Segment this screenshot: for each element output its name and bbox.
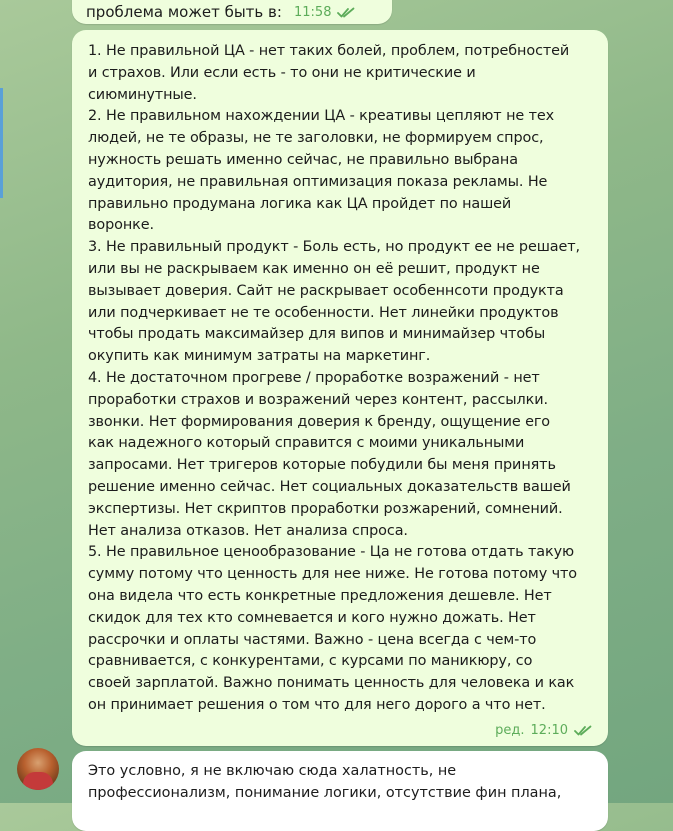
message-text: Это условно, я не включаю сюда халатность, не профессионализм, понимание логики, отсутствие фин плана,: [88, 763, 562, 801]
message-bubble-incoming[interactable]: [72, 751, 608, 831]
message-meta: [294, 5, 355, 20]
message-text: проблема может быть в:: [86, 3, 282, 21]
message-time: 11:58: [294, 5, 332, 20]
user-avatar[interactable]: [17, 748, 59, 790]
double-check-icon: [574, 725, 592, 736]
double-check-icon: [337, 7, 355, 18]
edited-label: ред.: [495, 723, 525, 738]
message-meta: [495, 723, 592, 738]
chat-list-edge: [0, 88, 3, 198]
message-bubble-previous[interactable]: [72, 0, 392, 24]
message-time: 12:10: [530, 723, 568, 738]
message-bubble-main[interactable]: [72, 30, 608, 746]
message-text: 1. Не правильной ЦА - нет таких болей, проблем, потребностей и страхов. Или если есть - то они не критические и сиюминутные. 2. Не правильном нахождении ЦА - креативы цепляют не тех людей, не те образы, не те заголовки, не формируем спрос, нужность решать именно сейчас, не правильно выбрана аудитория, не правильная оптимизация показа рекламы. Не правильно продумана логика как ЦА пройдет по нашей воронке. 3. Не правильный продукт - Боль есть, но продукт ее не решает, или вы не раскрываем как именно он её решит, продукт не вызывает доверия. Сайт не раскрывает особеннсоти продукта или подчеркивает не те особенности. Нет линейки продуктов чтобы продать максимайзер для випов и минимайзер чтобы окупить как минимум затраты на маркетинг. 4. Не достаточном прогреве / проработке возражений - нет проработки страхов и возражений через контент, рассылки. звонки. Нет формирования доверия к бренду, ощущение его как надежного который справится с моими уникальными запросами. Нет тригеров которые побудили бы меня принять решение именно сейчас. Нет социальных доказательств вашей экспертизы. Нет скриптов проработки розжарений, сомнений. Нет анализа отказов. Нет анализа спроса. 5. Не правильное ценообразование - Ца не готова отдать такую сумму потому что ценность для нее ниже. Не готова потому что она видела что есть конкретные предложения дешевле. Нет скидок для тех кто сомневается и кого нужно дожать. Нет рассрочки и оплаты частями. Важно - цена всегда с чем-то сравнивается, с конкурентами, с курсами по маникюру, со своей зарплатой. Важно понимать ценность для человека и как он принимает решения о том что для него дорого а что нет.: [88, 43, 581, 713]
